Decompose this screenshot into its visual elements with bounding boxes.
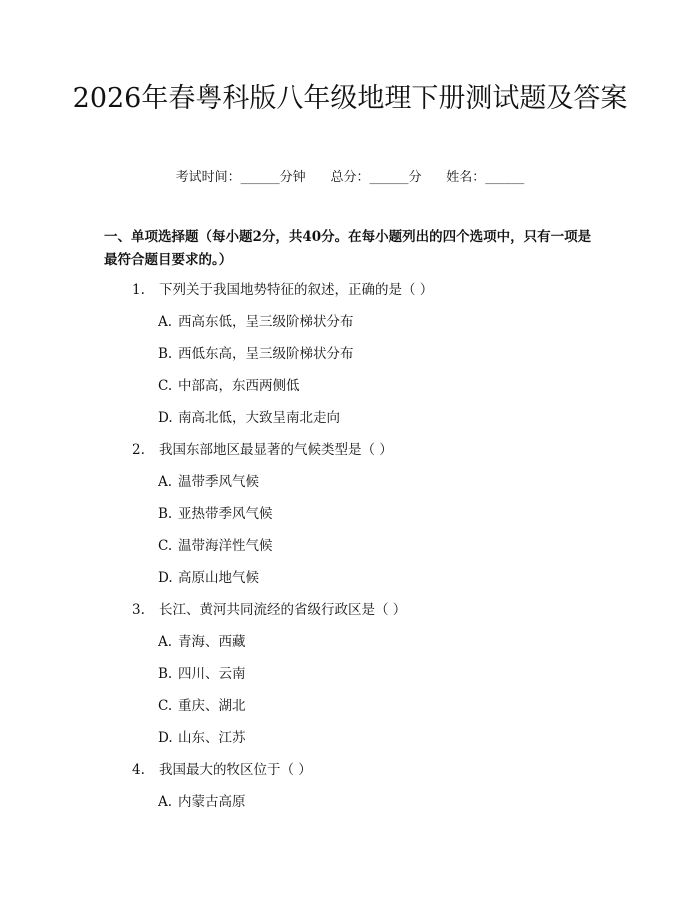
option-letter: A. — [158, 474, 173, 490]
option-text: 高原山地气候 — [178, 570, 259, 586]
exam-time-field: 考试时间：______分钟 — [175, 170, 306, 185]
option-letter: A. — [158, 634, 173, 650]
option-letter: D. — [158, 730, 173, 746]
option-letter: A. — [158, 314, 173, 330]
question-item — [132, 760, 312, 780]
option-item — [158, 344, 354, 364]
student-name-field: 姓名：______ — [446, 170, 525, 185]
option-text: 青海、西藏 — [178, 634, 246, 650]
option-text: 中部高，东西两侧低 — [178, 378, 300, 394]
question-item — [132, 440, 393, 460]
option-item — [158, 568, 259, 588]
option-text: 温带季风气候 — [178, 474, 259, 490]
option-text: 四川、云南 — [178, 666, 246, 682]
option-letter: A. — [158, 794, 173, 810]
option-item — [158, 632, 246, 652]
question-text: 长江、黄河共同流经的省级行政区是（ ） — [159, 602, 407, 618]
option-item — [158, 728, 246, 748]
question-text: 我国东部地区最显著的气候类型是（ ） — [159, 442, 393, 458]
question-number: 1. — [132, 282, 145, 298]
option-item — [158, 504, 273, 524]
option-item — [158, 376, 300, 396]
question-item — [132, 600, 406, 620]
option-letter: B. — [158, 666, 173, 682]
option-item — [158, 792, 246, 812]
option-text: 南高北低，大致呈南北走向 — [178, 410, 340, 426]
option-text: 山东、江苏 — [178, 730, 246, 746]
option-letter: B. — [158, 506, 173, 522]
option-letter: D. — [158, 410, 173, 426]
option-text: 亚热带季风气候 — [178, 506, 273, 522]
question-number: 2. — [132, 442, 145, 458]
question-text: 下列关于我国地势特征的叙述，正确的是（ ） — [159, 282, 434, 298]
option-letter: C. — [158, 378, 173, 394]
option-item — [158, 536, 273, 556]
question-item — [132, 280, 433, 300]
exam-info-line — [0, 168, 700, 188]
option-item — [158, 312, 354, 332]
page-title: 2026年春粤科版八年级地理下册测试题及答案 — [72, 83, 628, 114]
option-text: 温带海洋性气候 — [178, 538, 273, 554]
option-item — [158, 408, 340, 428]
option-letter: C. — [158, 538, 173, 554]
question-number: 3. — [132, 602, 145, 618]
section-heading: 一、单项选择题（每小题2分，共40分。在每小题列出的四个选项中，只有一项是最符合题目要求的。） — [104, 229, 592, 268]
option-text: 重庆、湖北 — [178, 698, 246, 714]
option-text: 内蒙古高原 — [178, 794, 246, 810]
option-letter: D. — [158, 570, 173, 586]
question-text: 我国最大的牧区位于（ ） — [159, 762, 312, 778]
total-score-field: 总分：______分 — [330, 170, 422, 185]
option-letter: C. — [158, 698, 173, 714]
option-letter: B. — [158, 346, 173, 362]
option-text: 西高东低，呈三级阶梯状分布 — [178, 314, 354, 330]
option-item — [158, 472, 259, 492]
option-item — [158, 696, 246, 716]
option-item — [158, 664, 246, 684]
option-text: 西低东高，呈三级阶梯状分布 — [178, 346, 354, 362]
question-number: 4. — [132, 762, 145, 778]
